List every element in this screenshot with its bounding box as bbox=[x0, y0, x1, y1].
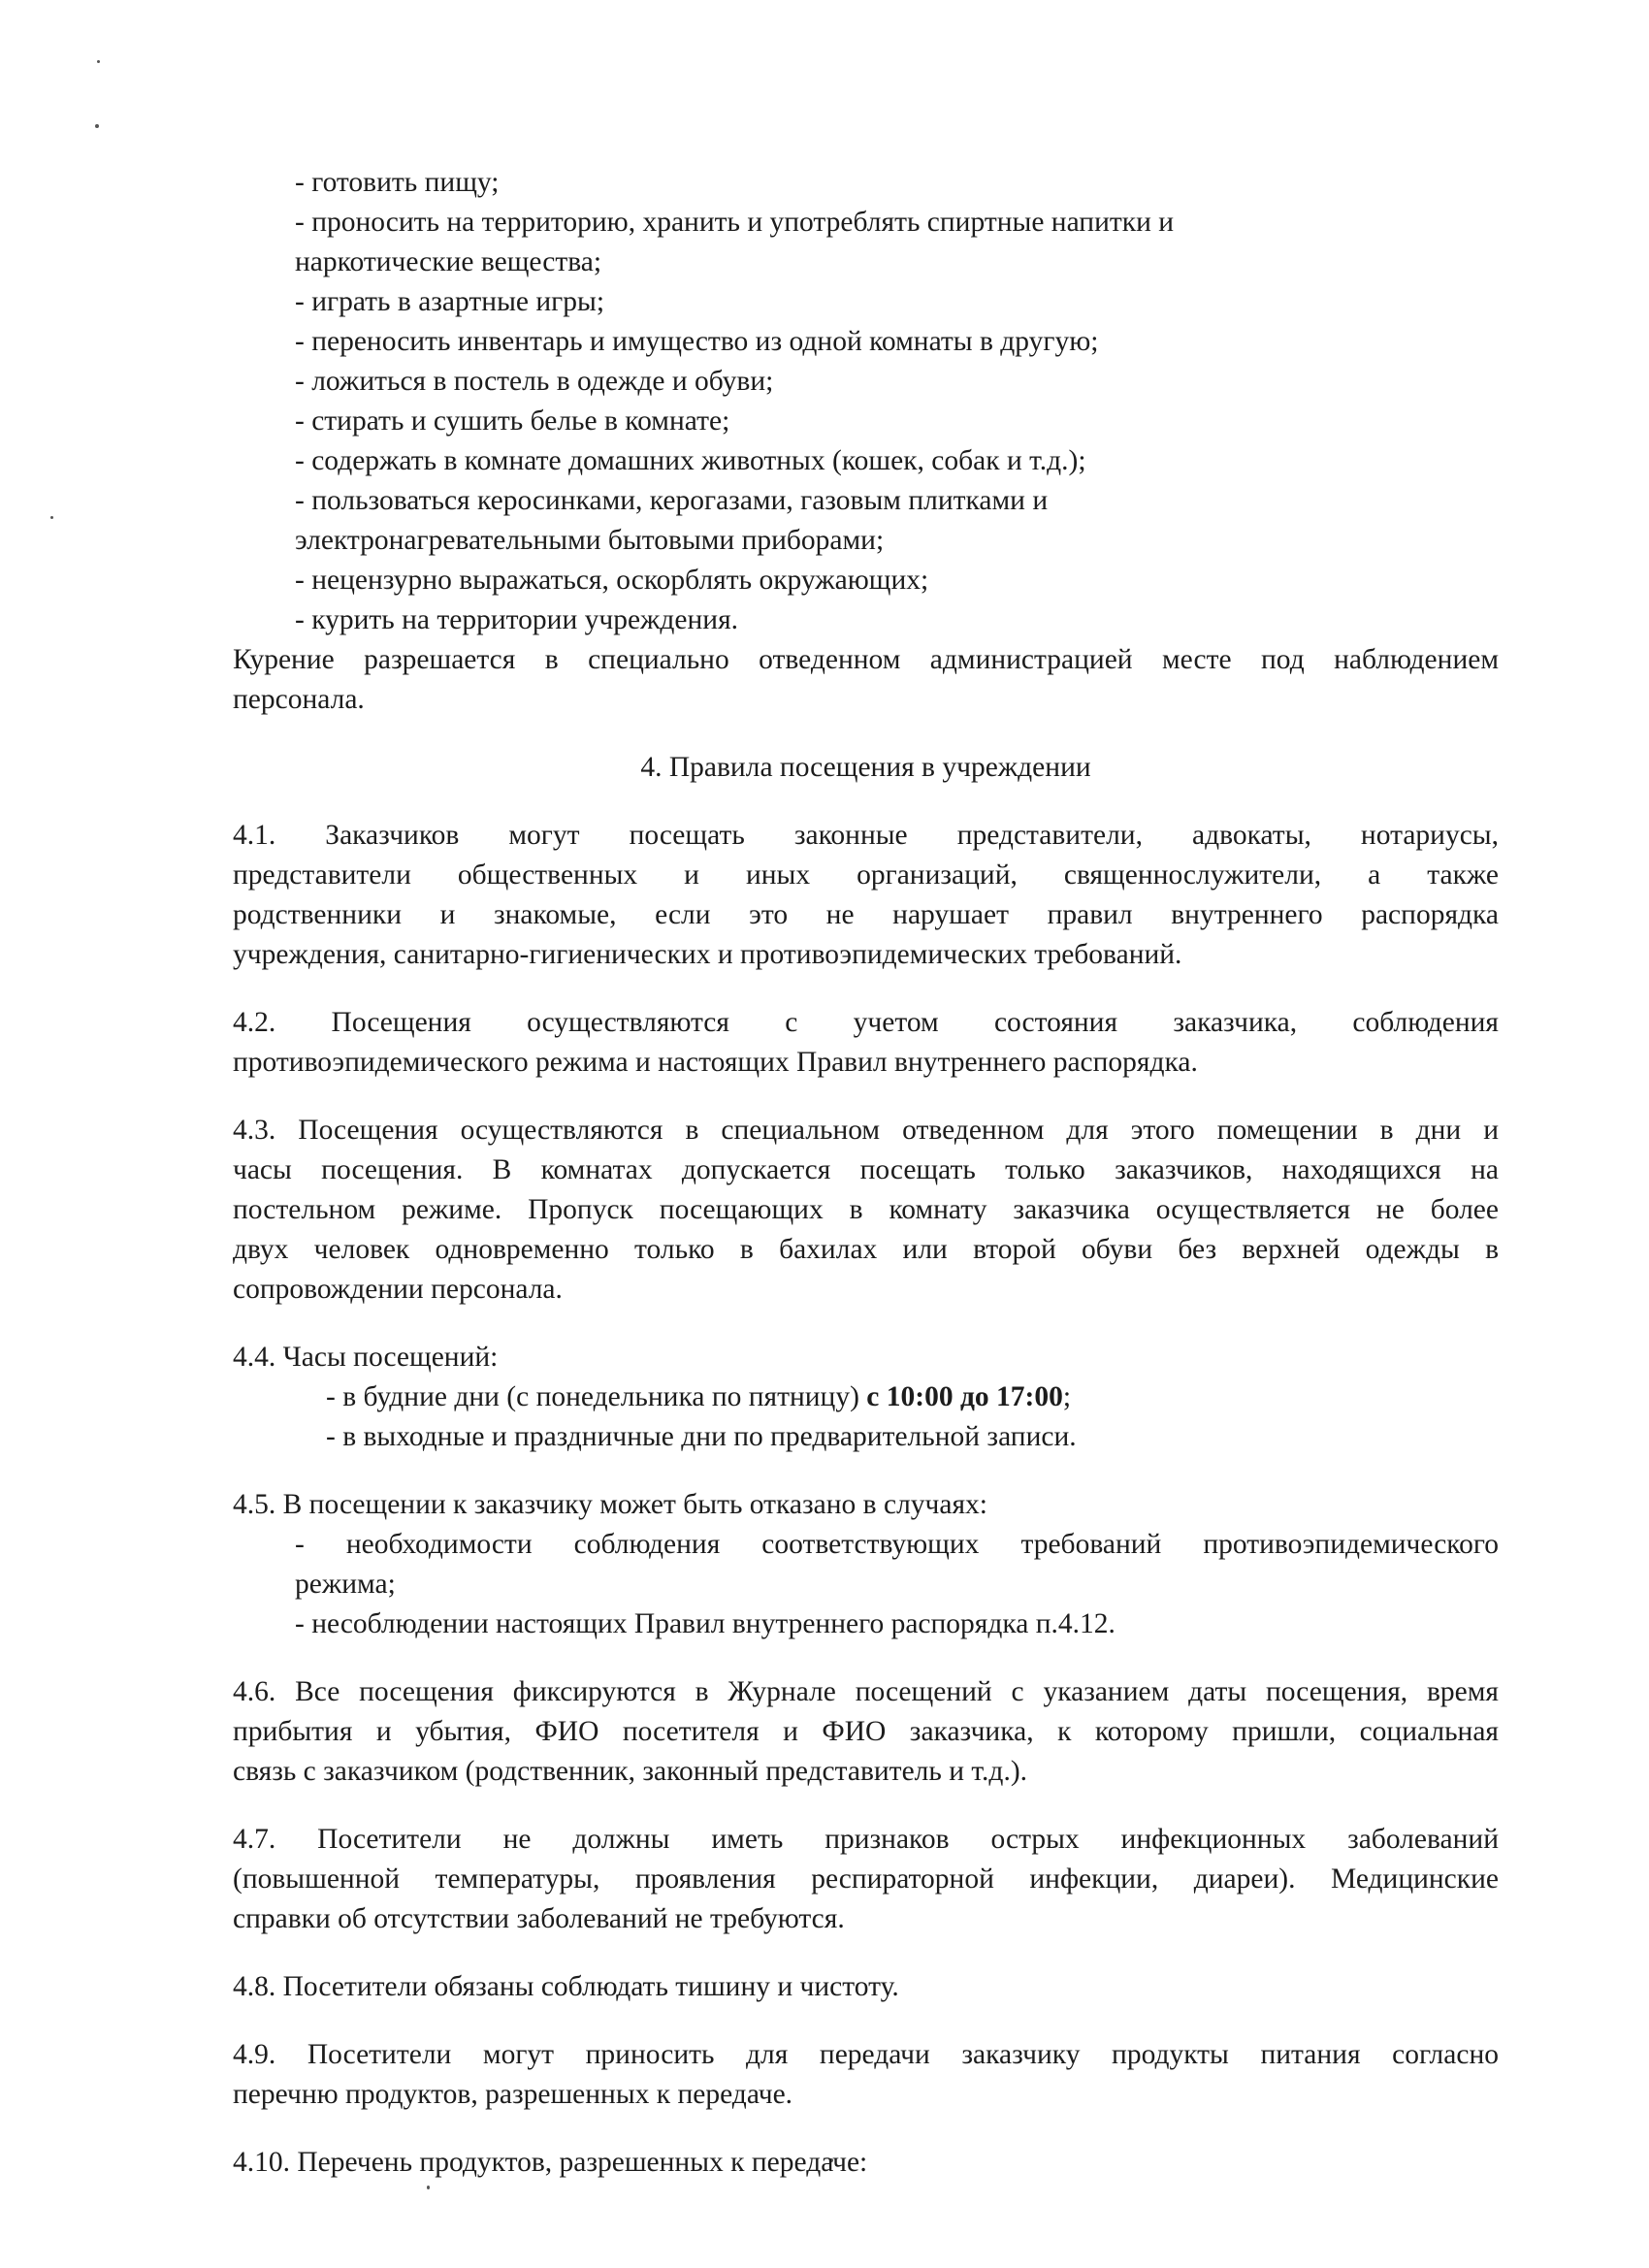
scan-speck bbox=[50, 516, 53, 519]
list-item: - играть в азартные игры; bbox=[295, 286, 605, 317]
paragraph-4-2 bbox=[233, 1003, 1499, 1083]
text-line: 4.7. Посетители не должны иметь признаков острых инфекционных заболеваний bbox=[233, 1824, 1499, 1855]
list-item: - переносить инвентарь и имущество из одной комнаты в другую; bbox=[295, 326, 1099, 357]
text-line: 4.9. Посетители могут приносить для передачи заказчику продукты питания согласно bbox=[233, 2039, 1499, 2070]
visiting-hours-weekends: - в выходные и праздничные дни по предварительной записи. bbox=[326, 1421, 1077, 1452]
list-item: - курить на территории учреждения. bbox=[295, 604, 739, 635]
scan-speck bbox=[97, 60, 100, 63]
list-item: - готовить пищу; bbox=[295, 167, 500, 198]
text-line: справки об отсутствии заболеваний не требуются. bbox=[233, 1903, 845, 1934]
text-line: 4.10. Перечень продуктов, разрешенных к передаче: bbox=[233, 2147, 868, 2178]
text-line: 4.5. В посещении к заказчику может быть отказано в случаях: bbox=[233, 1489, 987, 1520]
list-item: режима; bbox=[295, 1569, 396, 1600]
list-item: - ложиться в постель в одежде и обуви; bbox=[295, 366, 774, 397]
paragraph-4-8 bbox=[233, 1967, 1499, 2007]
text-line: 4.3. Посещения осуществляются в специальном отведенном для этого помещении в дни и bbox=[233, 1115, 1499, 1146]
text-line: постельном режиме. Пропуск посещающих в комнату заказчика осуществляется не более bbox=[233, 1194, 1499, 1225]
list-item: - содержать в комнате домашних животных (кошек, собак и т.д.); bbox=[295, 445, 1086, 476]
text-line: связь с заказчиком (родственник, законный представитель и т.д.). bbox=[233, 1756, 1028, 1787]
list-item: электронагревательными бытовыми приборами; bbox=[295, 525, 885, 556]
text-line: (повышенной температуры, проявления респираторной инфекции, диареи). Медицинские bbox=[233, 1863, 1499, 1895]
text-line: 4.2. Посещения осуществляются с учетом состояния заказчика, соблюдения bbox=[233, 1007, 1499, 1038]
smoking-note bbox=[233, 640, 1499, 720]
text-line: часы посещения. В комнатах допускается посещать только заказчиков, находящихся на bbox=[233, 1154, 1499, 1185]
text-span: - в будние дни (с понедельника по пятницу) bbox=[326, 1381, 867, 1412]
list-item: - несоблюдении настоящих Правил внутреннего распорядка п.4.12. bbox=[295, 1608, 1116, 1639]
list-item: - пользоваться керосинками, керогазами, газовым плитками и bbox=[295, 485, 1049, 516]
text-line: учреждения, санитарно-гигиенических и противоэпидемических требований. bbox=[233, 939, 1182, 970]
paragraph-4-6 bbox=[233, 1672, 1499, 1792]
list-item: наркотические вещества; bbox=[295, 246, 602, 277]
prohibition-list bbox=[233, 163, 1499, 640]
visiting-hours-weekdays bbox=[233, 1377, 1499, 1417]
paragraph-4-7 bbox=[233, 1820, 1499, 1939]
document-body bbox=[233, 163, 1499, 2183]
list-item: - необходимости соблюдения соответствующих требований противоэпидемического bbox=[295, 1529, 1499, 1560]
paragraph-4-9 bbox=[233, 2035, 1499, 2115]
list-item: - нецензурно выражаться, оскорблять окружающих; bbox=[295, 565, 929, 596]
list-item: - проносить на территорию, хранить и употреблять спиртные напитки и bbox=[295, 207, 1175, 238]
paragraph-4-10 bbox=[233, 2143, 1499, 2183]
paragraph-4-1 bbox=[233, 816, 1499, 975]
section-title: 4. Правила посещения в учреждении bbox=[640, 752, 1091, 783]
text-line: 4.1. Заказчиков могут посещать законные представители, адвокаты, нотариусы, bbox=[233, 820, 1499, 851]
text-line: 4.8. Посетители обязаны соблюдать тишину и чистоту. bbox=[233, 1971, 899, 2002]
scan-speck bbox=[427, 2186, 430, 2189]
text-line: персонала. bbox=[233, 684, 365, 715]
text-line: перечню продуктов, разрешенных к передаче. bbox=[233, 2079, 793, 2110]
text-line: двух человек одновременно только в бахилах или второй обуви без верхней одежды в bbox=[233, 1234, 1499, 1265]
scan-speck bbox=[95, 124, 99, 128]
paragraph-4-5 bbox=[233, 1485, 1499, 1644]
text-line: сопровождении персонала. bbox=[233, 1274, 563, 1305]
list-item: - стирать и сушить белье в комнате; bbox=[295, 405, 730, 437]
text-span: ; bbox=[1062, 1381, 1072, 1412]
paragraph-4-3 bbox=[233, 1111, 1499, 1310]
text-line: прибытия и убытия, ФИО посетителя и ФИО заказчика, к которому пришли, социальная bbox=[233, 1716, 1499, 1747]
weekday-hours: с 10:00 до 17:00 bbox=[866, 1381, 1063, 1412]
text-line: противоэпидемического режима и настоящих Правил внутреннего распорядка. bbox=[233, 1047, 1198, 1078]
text-line: Курение разрешается в специально отведенном администрацией месте под наблюдением bbox=[233, 644, 1499, 675]
text-line: представители общественных и иных организаций, священнослужители, а также bbox=[233, 859, 1499, 891]
paragraph-4-4 bbox=[233, 1338, 1499, 1457]
text-line: 4.6. Все посещения фиксируются в Журнале посещений с указанием даты посещения, время bbox=[233, 1676, 1499, 1707]
text-line: 4.4. Часы посещений: bbox=[233, 1342, 499, 1373]
text-line: родственники и знакомые, если это не нарушает правил внутреннего распорядка bbox=[233, 899, 1499, 930]
